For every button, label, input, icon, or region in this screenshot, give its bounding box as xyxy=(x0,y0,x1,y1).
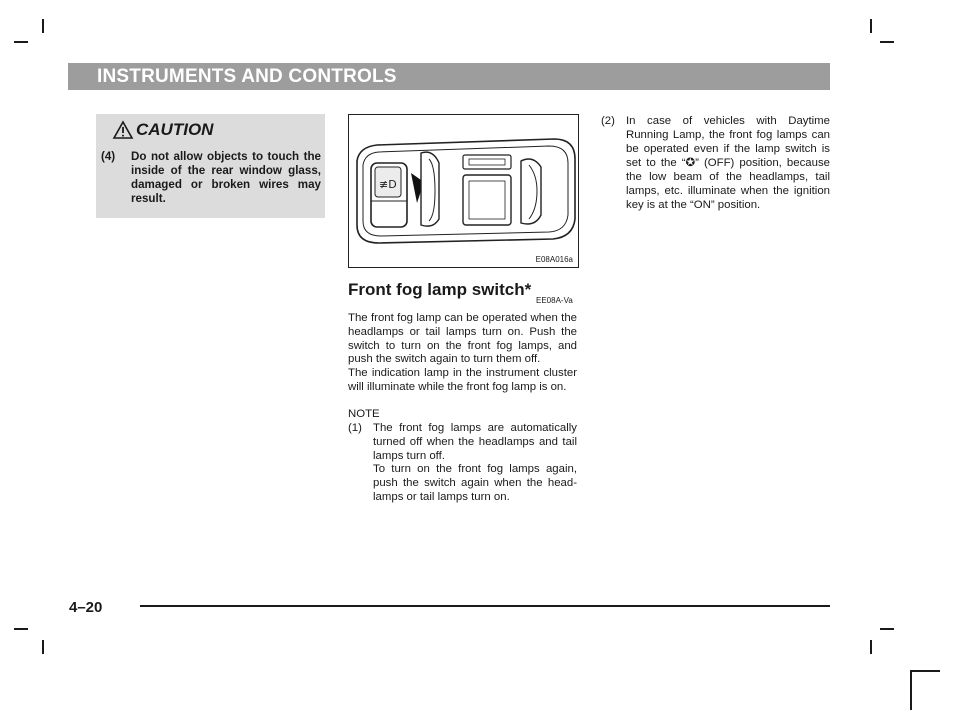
note-item-1 xyxy=(348,422,577,505)
paragraph-operation: The front fog lamp can be operated when the headlamps or tail lamps turn on. Push the switch to turn on the front fog lamps, and push the switch again to turn them off. xyxy=(348,312,577,366)
note-item-text-continued: To turn on the front fog lamps again, push the switch again when the head-lamps or tail lamps turn on. xyxy=(373,463,577,503)
note-item-2 xyxy=(601,114,830,212)
page-header-title: INSTRUMENTS AND CONTROLS xyxy=(97,66,397,87)
section-code: EE08A-Va xyxy=(536,296,573,305)
note-item-text: The front fog lamps are automatically turned off when the headlamps and tail lamps turn off. xyxy=(373,422,577,462)
section-title: Front fog lamp switch* xyxy=(348,280,532,299)
crop-mark xyxy=(14,41,28,43)
corner-mark xyxy=(910,670,912,710)
figure-code: E08A016a xyxy=(535,255,573,264)
note-label: NOTE xyxy=(348,408,380,420)
caution-heading xyxy=(112,120,213,140)
crop-mark xyxy=(14,628,28,630)
crop-mark xyxy=(870,640,872,654)
crop-mark xyxy=(42,640,44,654)
caution-item xyxy=(101,150,321,206)
corner-mark xyxy=(910,670,940,672)
page-number: 4–20 xyxy=(69,599,103,616)
caution-item-number: (4) xyxy=(101,150,116,163)
crop-mark xyxy=(880,41,894,43)
paragraph-indicator: The indication lamp in the instrument cluster will illuminate while the front fog lamp is on. xyxy=(348,367,577,393)
crop-mark xyxy=(870,19,872,33)
footer-rule xyxy=(140,605,830,607)
crop-mark xyxy=(880,628,894,630)
switch-panel-illustration xyxy=(349,115,578,267)
crop-mark xyxy=(42,19,44,33)
fog-lamp-switch-figure xyxy=(348,114,579,268)
note-item-number: (2) xyxy=(601,115,615,127)
caution-heading-text: CAUTION xyxy=(136,120,214,139)
svg-text:≢D: ≢D xyxy=(379,178,397,191)
note-item-number: (1) xyxy=(348,422,362,434)
note-item-text: In case of vehicles with Daytime Running Lamp, the front fog lamps can be operated even if the lamp switch is set to the “✪” (OFF) position, because the low beam of the headlamps, tail lamps, etc. illuminate when the ignition key is at the “ON” position. xyxy=(626,115,830,211)
caution-item-text: Do not allow objects to touch the inside of the rear window glass, damaged or broken wires may result. xyxy=(131,150,321,205)
